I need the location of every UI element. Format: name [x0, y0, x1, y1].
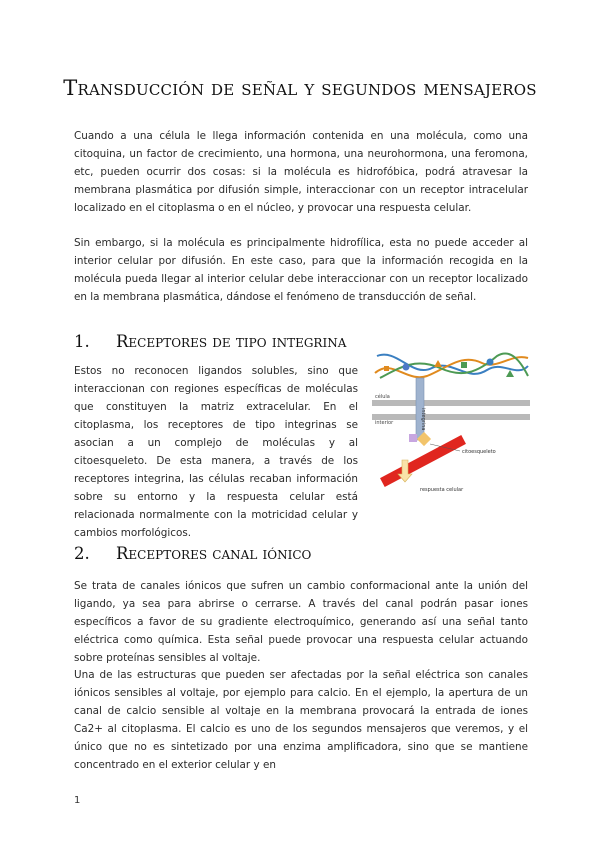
- intro-paragraph-2: Sin embargo, si la molécula es principalmente hidrofílica, esta no puede acceder al interior celular por difusión. En este caso, para que la información recogida en la molécula pueda llegar al interior celular debe interaccionar con un receptor localizado en la membrana plasmática, dándose el fenómeno de transducción de señal.: [74, 237, 528, 303]
- figure-label-outside: célula: [375, 394, 390, 400]
- membrane-inner-layer: [372, 414, 530, 420]
- section-2-title: Receptores canal iónico: [116, 544, 312, 563]
- figure-label-response: respuesta celular: [420, 487, 464, 493]
- integrin-receptor-figure: [372, 348, 530, 508]
- matrix-molecule-icon: [461, 362, 467, 368]
- matrix-molecule-icon: [487, 359, 494, 366]
- section-2-heading: [74, 544, 311, 563]
- section-1-paragraph: Estos no reconocen ligandos solubles, sino que interaccionan con regiones específicas de moléculas que constituyen la matriz extracelular. En el citoplasma, los receptores de tipo integrinas se asocian a un complejo de moléculas y al citoesqueleto. De esta manera, a través de los receptores integrina, las células recaban información sobre su entorno y la respuesta celular está relacionada normalmente con la motricidad celular y cambios morfológicos.: [74, 365, 358, 539]
- section-1-number: 1.: [74, 332, 90, 351]
- section-2-paragraph-1: Se trata de canales iónicos que sufren un cambio conformacional ante la unión del ligando, ya sea para abrirse o cerrarse. A través del canal podrán pasar iones específicos a favor de su gradiente electroquímico, generando así una señal tanto eléctrica como química. Esta señal puede provocar una respuesta celular actuando sobre proteínas sensibles al voltaje.: [74, 580, 528, 664]
- page-title: Transducción de señal y segundos mensajeros: [63, 76, 537, 100]
- figure-label-inside: interior: [375, 420, 394, 426]
- section-1-heading: [74, 332, 346, 351]
- figure-label-receptor: integrina: [420, 408, 426, 431]
- figure-label-cytoskeleton: citoesqueleto: [462, 449, 496, 455]
- section-1-title: Receptores de tipo integrina: [116, 332, 347, 351]
- intro-paragraph-1: Cuando a una célula le llega información contenida en una molécula, como una citoquina, un factor de crecimiento, una hormona, una neurohormona, una feromona, etc, pueden ocurrir dos cosas: si la molécula es hidrofóbica, podrá atravesar la membrana plasmática por difusión simple, interaccionar con un receptor intracelular localizado en el citoplasma o en el núcleo, y provocar una respuesta celular.: [74, 130, 528, 214]
- membrane-outer-layer: [372, 400, 530, 406]
- matrix-molecule-icon: [403, 364, 410, 371]
- page-number: 1: [74, 795, 81, 806]
- integrin-diagram: [372, 348, 530, 508]
- matrix-molecule-icon: [434, 360, 442, 367]
- associated-protein: [409, 434, 417, 442]
- matrix-molecule-icon: [506, 370, 514, 377]
- matrix-fiber-green: [380, 353, 528, 378]
- matrix-molecule-icon: [384, 366, 389, 371]
- section-2-number: 2.: [74, 544, 90, 563]
- section-2-paragraph-2: Una de las estructuras que pueden ser afectadas por la señal eléctrica son canales iónicos sensibles al voltaje, por ejemplo para calcio. En el ejemplo, la apertura de un canal de calcio sensible al voltaje en la membrana provocará la entrada de iones Ca2+ al citoplasma. El calcio es uno de los segundos mensajeros que veremos, y el único que no es sintetizado por una enzima amplificadora, sino que se mantiene concentrado en el exterior celular y en: [74, 669, 528, 771]
